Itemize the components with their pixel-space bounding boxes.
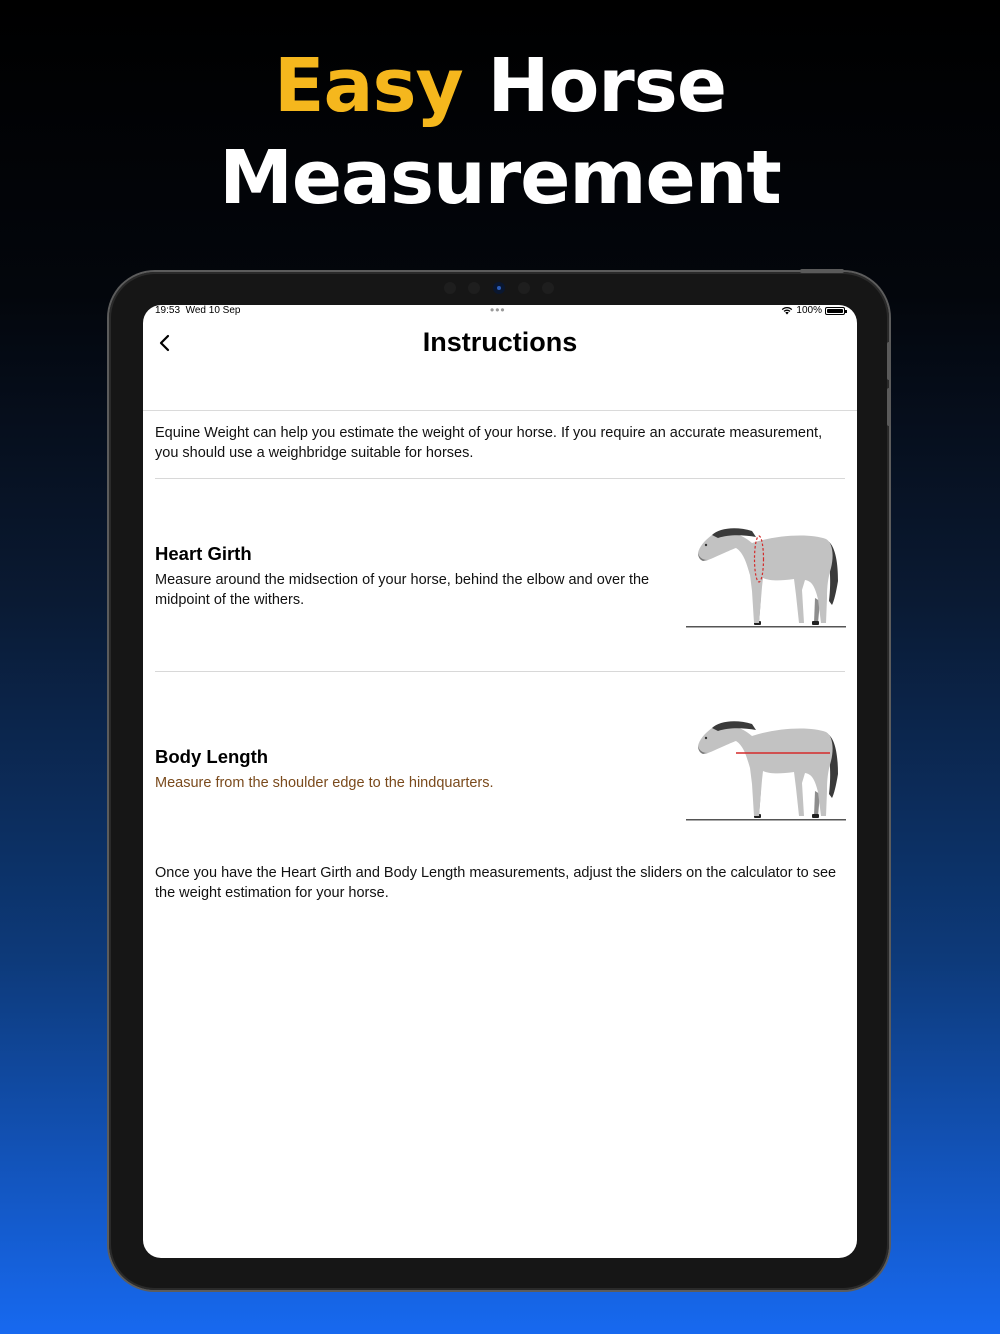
marketing-headline	[0, 40, 1000, 224]
nav-divider	[143, 410, 857, 411]
headline-accent: Easy	[273, 43, 463, 129]
body-length-description: Measure from the shoulder edge to the hindquarters.	[155, 775, 494, 791]
camera-sensor	[542, 282, 554, 294]
camera-sensor	[444, 282, 456, 294]
outro-text: Once you have the Heart Girth and Body Length measurements, adjust the sliders on the calculator to see the weight estimation for your horse.	[155, 865, 837, 901]
camera-sensor	[518, 282, 530, 294]
section-divider	[155, 671, 845, 672]
status-date: Wed 10 Sep	[185, 305, 241, 316]
section-divider	[155, 478, 845, 479]
status-bar	[143, 305, 857, 319]
battery-icon	[825, 307, 845, 315]
headline-line-1	[0, 40, 1000, 132]
status-time-date	[155, 305, 240, 316]
headline-line-2: Measurement	[219, 135, 781, 221]
wifi-icon	[781, 306, 793, 315]
intro-text: Equine Weight can help you estimate the weight of your horse. If you require an accurate measurement, you should use a weighbridge suitable for horses.	[155, 425, 823, 461]
tablet-top-button	[800, 269, 844, 273]
tablet-volume-down-button	[887, 388, 891, 426]
body-length-title: Body Length	[155, 746, 269, 767]
multitasking-dots-icon[interactable]: •••	[490, 305, 506, 317]
horse-body-length-illustration	[686, 716, 846, 824]
heart-girth-title: Heart Girth	[155, 543, 252, 564]
status-indicators	[781, 305, 845, 316]
camera-sensor	[468, 282, 480, 294]
headline-rest: Horse	[487, 43, 727, 129]
page-title: Instructions	[422, 327, 578, 357]
horse-heart-girth-illustration	[686, 523, 846, 631]
tablet-volume-up-button	[887, 342, 891, 380]
front-camera-lens	[493, 282, 505, 294]
heart-girth-description: Measure around the midsection of your horse, behind the elbow and over the midpoint of the withers.	[155, 572, 650, 608]
app-screen	[143, 305, 857, 1258]
status-time: 19:53	[155, 305, 181, 316]
battery-percent: 100%	[796, 305, 822, 316]
